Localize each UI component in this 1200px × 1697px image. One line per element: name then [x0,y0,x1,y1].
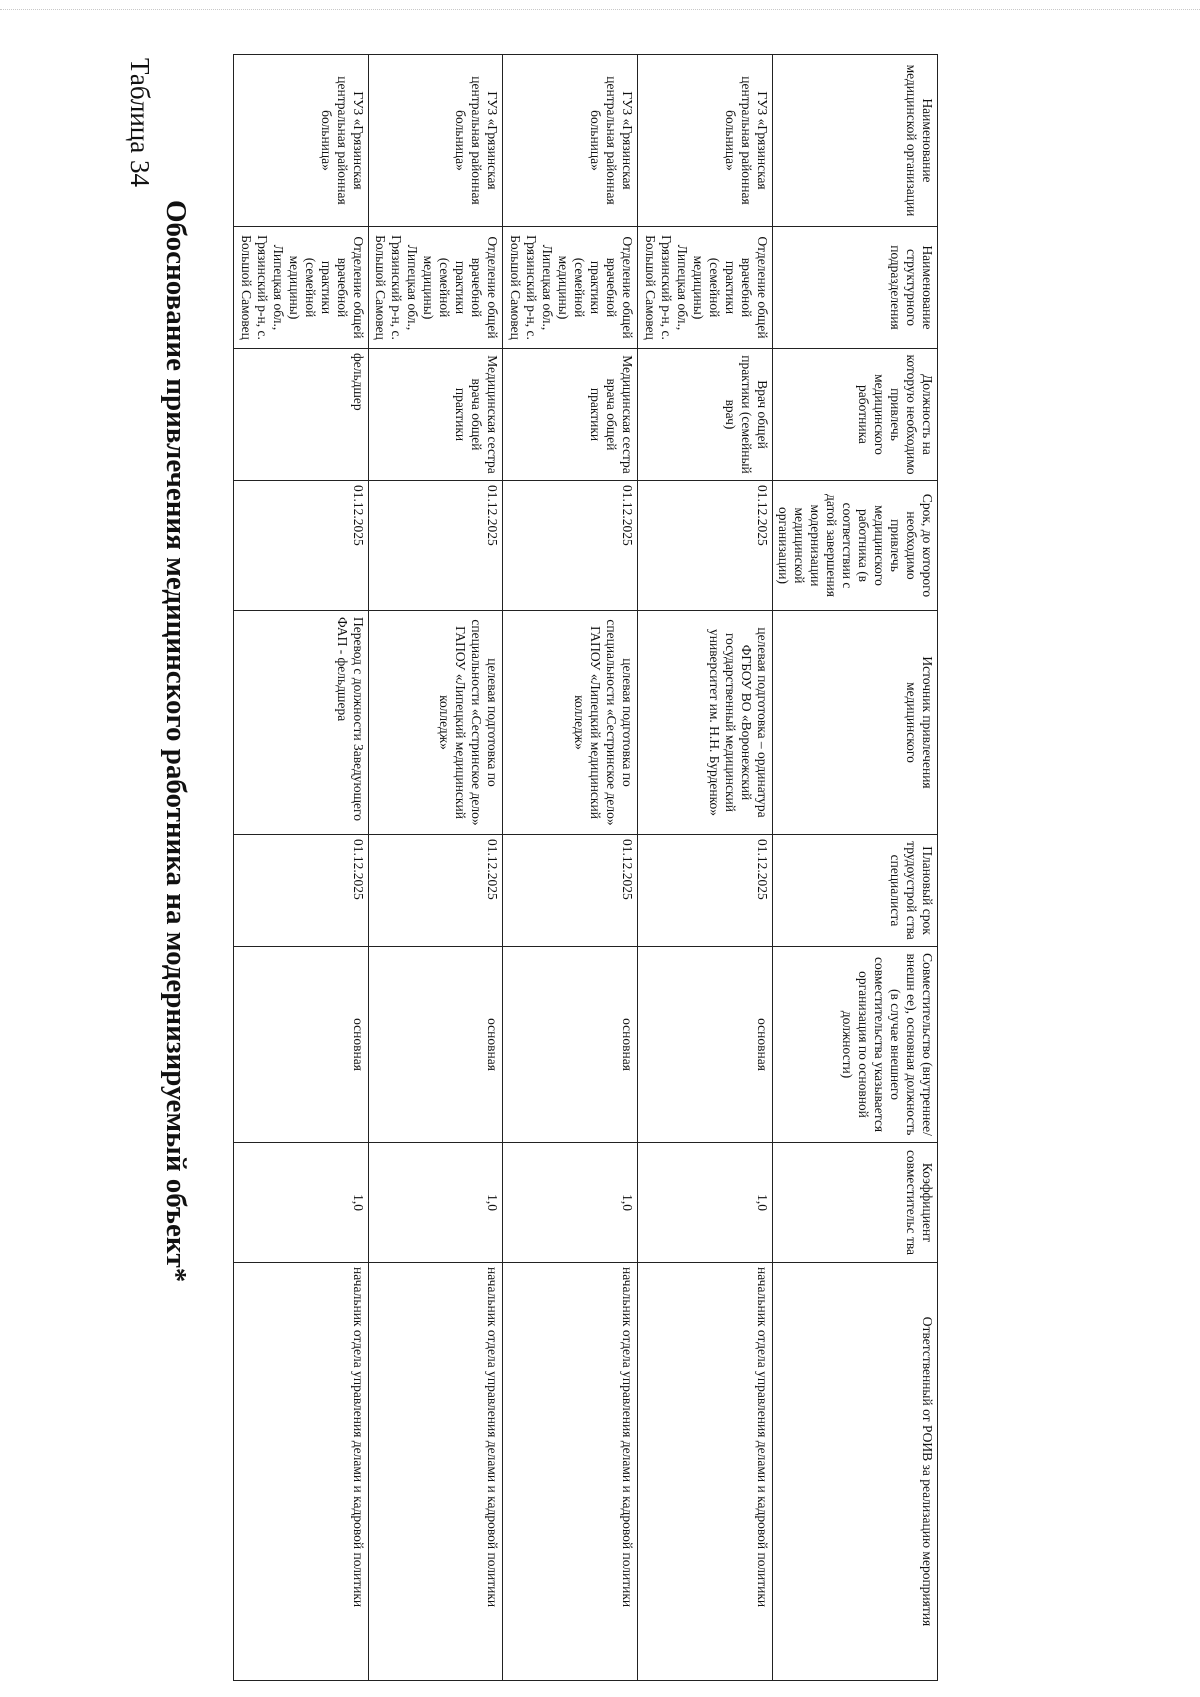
cell-responsible: начальник отдела управления делами и кадровой политики [638,1263,773,1681]
cell-planned-date: 01.12.2025 [368,835,503,947]
cell-responsible: начальник отдела управления делами и кадровой политики [368,1263,503,1681]
cell-planned-date: 01.12.2025 [503,835,638,947]
cell-source: целевая подготовка по специальности «Сестринское дело» ГАПОУ «Липецкий медицинский колледж» [503,611,638,835]
document-title: Обоснование привлечения медицинского работника на модернизируемый объект* [160,200,192,1283]
cell-coefficient: 1,0 [638,1143,773,1263]
cell-source: целевая подготовка по специальности «Сестринское дело» ГАПОУ «Липецкий медицинский колледж» [368,611,503,835]
table-row [234,55,369,1681]
cell-organization: ГУЗ «Грязинская центральная районная больница» [503,55,638,227]
cell-subdivision: Отделение общей врачебной практики (семейной медицины) Липецкая обл., Грязинский р-н, с. Большой Самовец [368,227,503,349]
cell-combination: основная [234,947,369,1143]
cell-deadline: 01.12.2025 [234,481,369,611]
cell-responsible: начальник отдела управления делами и кадровой политики [503,1263,638,1681]
cell-position: Медицинская сестра врача общей практики [503,349,638,481]
cell-position: Медицинская сестра врача общей практики [368,349,503,481]
header-organization: Наименование медицинской организации [773,55,938,227]
cell-combination: основная [368,947,503,1143]
table-header-row [773,55,938,1681]
cell-source: целевая подготовка – ординатура ФГБОУ ВО «Воронежский государственный медицинский университет им. Н.Н. Бурденко» [638,611,773,835]
cell-source: Перевод с должности Заведующего ФАП - фельдшера [234,611,369,835]
table-row [638,55,773,1681]
header-combination: Совместительство (внутреннее/внешн ее), основная должность (в случае внешнего совместительства указывается организация по основной должности) [773,947,938,1143]
header-planned-date: Плановый срок трудоустрой ства специалиста [773,835,938,947]
cell-deadline: 01.12.2025 [368,481,503,611]
header-position: Должность на которую необходимо привлечь медицинского работника [773,349,938,481]
cell-combination: основная [638,947,773,1143]
header-coefficient: Коэффициент совместительс тва [773,1143,938,1263]
cell-organization: ГУЗ «Грязинская центральная районная больница» [638,55,773,227]
cell-subdivision: Отделение общей врачебной практики (семейной медицины) Липецкая обл., Грязинский р-н, с. Большой Самовец [234,227,369,349]
cell-deadline: 01.12.2025 [638,481,773,611]
cell-subdivision: Отделение общей врачебной практики (семейной медицины) Липецкая обл., Грязинский р-н, с. Большой Самовец [638,227,773,349]
cell-responsible: начальник отдела управления делами и кадровой политики [234,1263,369,1681]
staffing-table [233,54,938,1681]
table-row [368,55,503,1681]
table-number-label: Таблица 34 [125,58,155,187]
header-responsible: Ответственный от РОИВ за реализацию мероприятия [773,1263,938,1681]
cell-organization: ГУЗ «Грязинская центральная районная больница» [234,55,369,227]
cell-position: Врач общей практики (семейный врач) [638,349,773,481]
cell-organization: ГУЗ «Грязинская центральная районная больница» [368,55,503,227]
cell-coefficient: 1,0 [503,1143,638,1263]
cell-subdivision: Отделение общей врачебной практики (семейной медицины) Липецкая обл., Грязинский р-н, с. Большой Самовец [503,227,638,349]
cell-coefficient: 1,0 [368,1143,503,1263]
table-row [503,55,638,1681]
header-deadline: Срок, до которого необходимо привлечь медицинского работника (в соответствии с датой завершения модернизации медицинской организации) [773,481,938,611]
header-source: Источник привлечения медицинского [773,611,938,835]
cell-planned-date: 01.12.2025 [638,835,773,947]
cell-combination: основная [503,947,638,1143]
cell-position: фельдшер [234,349,369,481]
cell-planned-date: 01.12.2025 [234,835,369,947]
header-subdivision: Наименование структурного подразделения [773,227,938,349]
cell-coefficient: 1,0 [234,1143,369,1263]
cell-deadline: 01.12.2025 [503,481,638,611]
